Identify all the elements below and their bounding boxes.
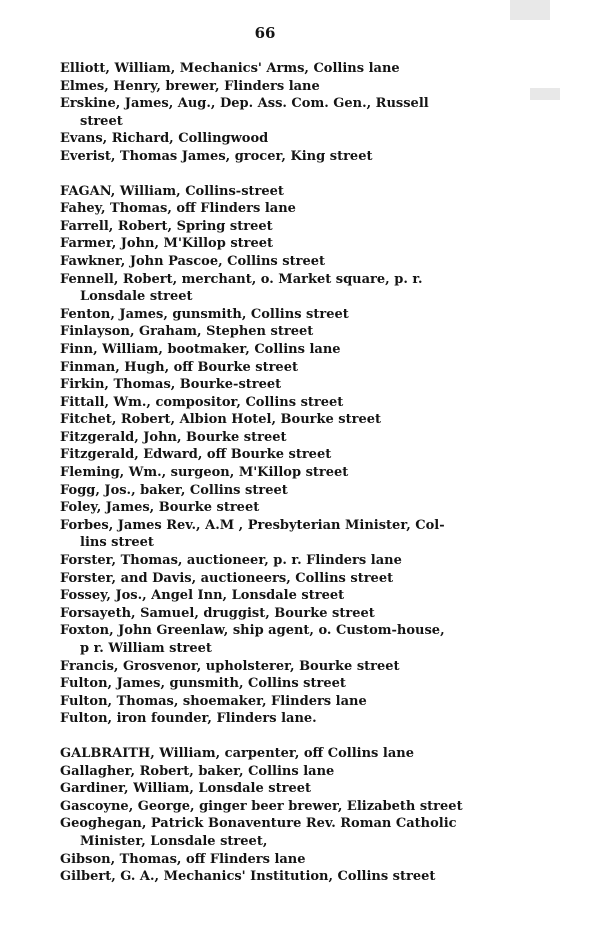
directory-entry [60,341,480,359]
entry-text: Fossey, Jos., Angel Inn, Lonsdale street [60,588,345,604]
directory-entry [60,200,480,218]
entry-text: Elliott, William, Mechanics' Arms, Collins lane [60,61,400,76]
directory-entry [60,253,480,271]
entry-text: FAGAN, William, Collins-street [60,183,284,199]
directory-entry [60,552,480,570]
entry-text: Fogg, Jos., baker, Collins street [60,482,288,498]
entry-text: Firkin, Thomas, Bourke-street [60,377,282,393]
entry-text: Gascoyne, George, ginger beer brewer, Elizabeth street [60,798,463,814]
entry-text: Finn, William, bootmaker, Collins lane [60,341,341,357]
directory-entry [60,148,480,166]
entry-text: Forster, Thomas, auctioneer, p. r. Flinders lane [60,553,402,569]
entry-text: Finlayson, Graham, Stephen street [60,324,314,340]
scan-smudge [510,0,550,20]
entry-text: Foley, James, Bourke street [60,500,260,516]
directory-entry [60,446,480,464]
directory-entry [60,183,480,201]
entry-continuation: Lonsdale street [80,289,193,305]
directory-entry [60,570,480,588]
entry-text: Gilbert, G. A., Mechanics' Institution, Collins street [60,869,436,885]
entry-text: Evans, Richard, Collingwood [60,131,269,147]
entry-text: Fennell, Robert, merchant, o. Market square, p. r. [60,271,423,287]
directory-entry [60,411,480,429]
directory-entry [60,482,480,500]
entry-text: Forster, and Davis, auctioneers, Collins street [60,570,394,586]
directory-entry [60,815,480,850]
entry-text: Fitzgerald, Edward, off Bourke street [60,447,332,463]
directory-entry [60,622,480,657]
entry-text: Farrell, Robert, Spring street [60,218,273,234]
directory-entry [60,359,480,377]
directory-entry [60,394,480,412]
entry-text: Fulton, iron founder, Flinders lane. [60,711,317,727]
directory-entry [60,710,480,728]
directory-entry [60,851,480,869]
directory-section [60,60,480,166]
section-gap [60,728,480,745]
entry-text: Forsayeth, Samuel, druggist, Bourke street [60,605,375,621]
entry-text: Gardiner, William, Lonsdale street [60,781,311,797]
entry-text: Fulton, Thomas, shoemaker, Flinders lane [60,693,367,709]
directory-entry [60,675,480,693]
entry-text: Fleming, Wm., surgeon, M'Killop street [60,465,349,481]
directory-entry [60,868,480,886]
directory-entry [60,271,480,306]
directory-entry [60,235,480,253]
directory-entry [60,693,480,711]
directory-entry [60,605,480,623]
entry-text: Fulton, James, gunsmith, Collins street [60,676,346,692]
directory-entry [60,130,480,148]
entry-text: Fahey, Thomas, off Flinders lane [60,201,296,217]
entry-text: Geoghegan, Patrick Bonaventure Rev. Roman Catholic [60,816,457,832]
entry-text: Fittall, Wm., compositor, Collins street [60,394,344,410]
directory-entry [60,517,480,552]
directory-entry [60,218,480,236]
directory-entry [60,429,480,447]
directory-entry [60,780,480,798]
entry-text: Everist, Thomas James, grocer, King street [60,148,373,164]
directory-entry [60,587,480,605]
entry-text: Fenton, James, gunsmith, Collins street [60,306,349,322]
entry-continuation: lins street [80,535,154,551]
entry-text: Fitchet, Robert, Albion Hotel, Bourke street [60,412,382,428]
directory-entry [60,323,480,341]
directory-entry [60,798,480,816]
entry-text: Fawkner, John Pascoe, Collins street [60,253,325,269]
entry-text: GALBRAITH, William, carpenter, off Collins lane [60,745,414,761]
page-number: 66 [254,24,276,42]
entry-continuation: p r. William street [80,641,212,656]
section-gap [60,166,480,183]
directory-entry [60,658,480,676]
directory-entry [60,78,480,96]
directory-entry [60,306,480,324]
entry-text: Fitzgerald, John, Bourke street [60,429,287,445]
entry-text: Gibson, Thomas, off Flinders lane [60,851,306,867]
directory-entry [60,745,480,763]
entry-text: Forbes, James Rev., A.M , Presbyterian Minister, Col- [60,517,445,533]
entry-text: Gallagher, Robert, baker, Collins lane [60,763,335,779]
directory-entry [60,95,480,130]
directory-entry [60,763,480,781]
entry-text: Farmer, John, M'Killop street [60,236,274,252]
entry-continuation: Minister, Lonsdale street, [80,833,268,849]
directory-section [60,745,480,886]
directory-section [60,183,480,728]
entry-text: Foxton, John Greenlaw, ship agent, o. Custom-house, [60,623,445,639]
directory-entry [60,60,480,78]
directory-entry [60,376,480,394]
entry-text: Erskine, James, Aug., Dep. Ass. Com. Gen., Russell [60,96,429,112]
directory-entry [60,499,480,517]
entry-text: Elmes, Henry, brewer, Flinders lane [60,78,320,94]
directory-listing [60,60,480,886]
directory-entry [60,464,480,482]
scan-smudge [530,88,560,100]
entry-continuation: street [80,113,123,129]
entry-text: Francis, Grosvenor, upholsterer, Bourke street [60,658,400,674]
entry-text: Finman, Hugh, off Bourke street [60,359,298,375]
